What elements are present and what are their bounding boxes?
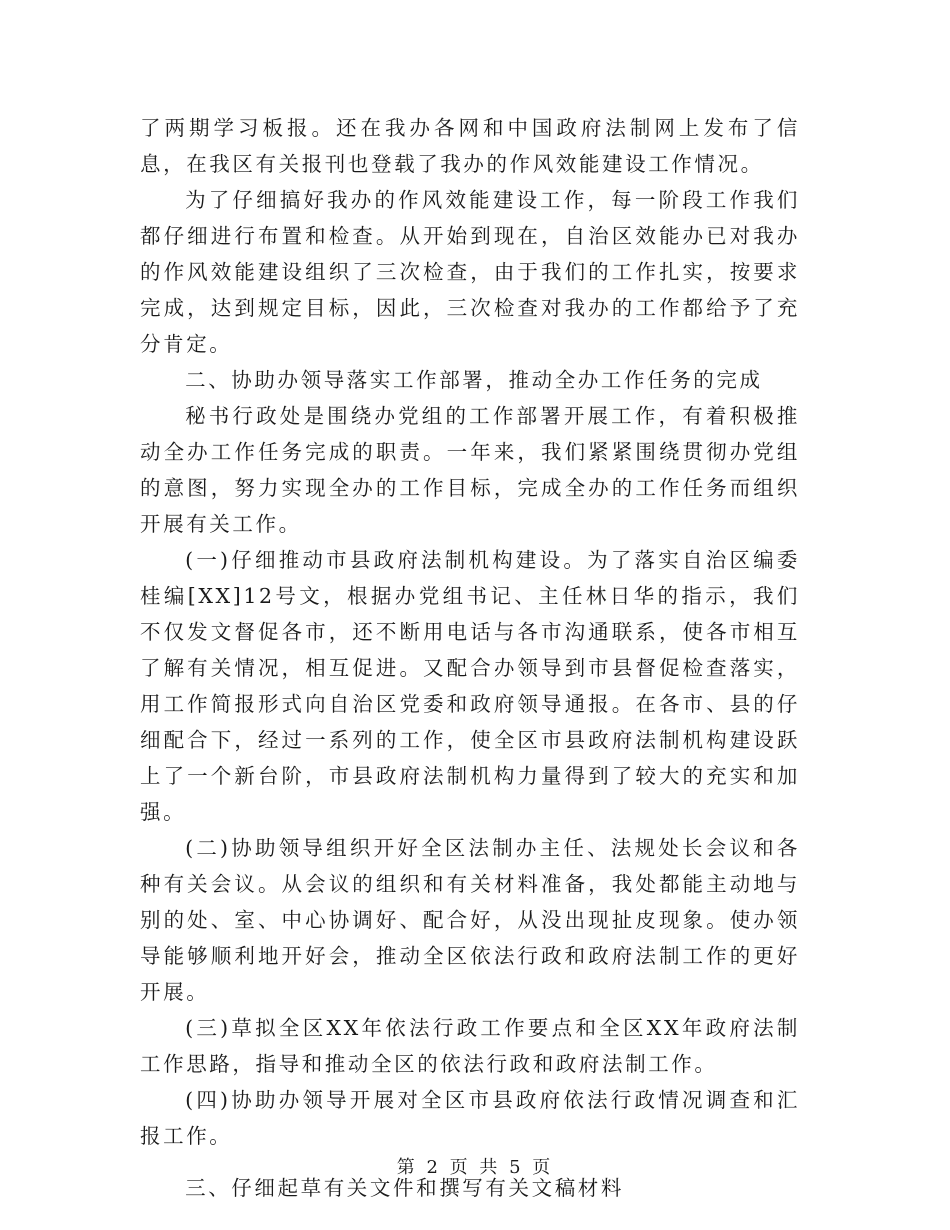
section-heading-3: 三、仔细起草有关文件和撰写有关文稿材料 <box>185 1176 624 1200</box>
paragraph-inspection: 为了仔细搞好我办的作风效能建设工作，每一阶段工作我们都仔细进行布置和检查。从开始到现在，自治区效能办已对我办的作风效能建设组织了三次检查，由于我们的工作扎实，按要求完成，达到规定目标，因此，三次检查对我办的工作都给予了充分肯定。 <box>140 188 800 356</box>
paragraph-item-1: (一)仔细推动市县政府法制机构建设。为了落实自治区编委桂编[XX]12号文，根据办党组书记、主任林日华的指示，我们不仅发文督促各市，还不断用电话与各市沟通联系，使各市相互了解有关情况，相互促进。又配合办领导到市县督促检查落实，用工作简报形式向自治区党委和政府领导通报。在各市、县的仔细配合下，经过一系列的工作，使全区市县政府法制机构建设跃上了一个新台阶，市县政府法制机构力量得到了较大的充实和加强。 <box>140 548 800 824</box>
section-heading-2: 二、协助办领导落实工作部署，推动全办工作任务的完成 <box>185 368 763 392</box>
paragraph-item-2: (二)协助领导组织开好全区法制办主任、法规处长会议和各种有关会议。从会议的组织和有关材料准备，我处都能主动地与别的处、室、中心协调好、配合好，从没出现扯皮现象。使办领导能够顺利地开好会，推动全区依法行政和政府法制工作的更好开展。 <box>140 836 800 1004</box>
page-number-footer: 第 2 页 共 5 页 <box>396 1157 554 1178</box>
paragraph-secretariat: 秘书行政处是围绕办党组的工作部署开展工作，有着积极推动全办工作任务完成的职责。一年来，我们紧紧围绕贯彻办党组的意图，努力实现全办的工作目标，完成全办的工作任务而组织开展有关工作。 <box>140 404 800 536</box>
paragraph-item-4: (四)协助办领导开展对全区市县政府依法行政情况调查和汇报工作。 <box>140 1088 800 1148</box>
paragraph-continuation: 了两期学习板报。还在我办各网和中国政府法制网上发布了信息，在我区有关报刊也登载了我办的作风效能建设工作情况。 <box>140 116 800 176</box>
paragraph-item-3: (三)草拟全区XX年依法行政工作要点和全区XX年政府法制工作思路，指导和推动全区的依法行政和政府法制工作。 <box>140 1016 800 1076</box>
document-body <box>140 110 800 1206</box>
